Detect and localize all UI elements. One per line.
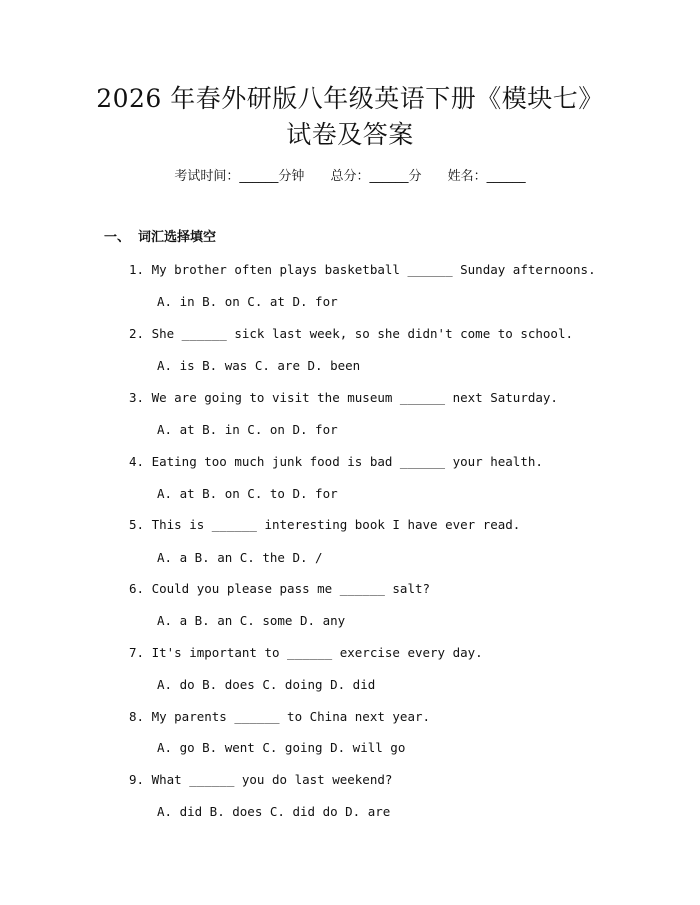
page-title-line-1: 2026 年春外研版八年级英语下册《模块七》 — [96, 84, 604, 113]
question-5-options: A. a B. an C. the D. / — [157, 550, 323, 565]
student-name-field: 姓名：______ — [447, 169, 526, 184]
question-4: 4. Eating too much junk food is bad ______ your health. — [129, 454, 543, 469]
section-heading — [104, 229, 216, 247]
question-9: 9. What ______ you do last weekend? — [129, 772, 393, 787]
question-1-options: A. in B. on C. at D. for — [157, 294, 338, 309]
question-9-options: A. did B. does C. did do D. are — [157, 804, 391, 819]
section-title: 词汇选择填空 — [138, 230, 217, 245]
question-4-options: A. at B. on C. to D. for — [157, 486, 338, 501]
question-6: 6. Could you please pass me ______ salt? — [129, 581, 431, 596]
page-title-line-2: 试卷及答案 — [286, 120, 414, 149]
section-number: 一、 — [104, 230, 131, 245]
question-3: 3. We are going to visit the museum ______ next Saturday. — [129, 390, 558, 405]
total-score-field: 总分：______分 — [330, 169, 422, 184]
question-7: 7. It's important to ______ exercise every day. — [129, 645, 483, 660]
question-5: 5. This is ______ interesting book I have ever read. — [129, 517, 521, 532]
question-7-options: A. do B. does C. doing D. did — [157, 677, 376, 692]
question-2-options: A. is B. was C. are D. been — [157, 358, 361, 373]
question-8-options: A. go B. went C. going D. will go — [157, 740, 406, 755]
exam-info-bar — [0, 168, 700, 186]
question-1: 1. My brother often plays basketball ______ Sunday afternoons. — [129, 262, 596, 277]
question-3-options: A. at B. in C. on D. for — [157, 422, 338, 437]
question-2: 2. She ______ sick last week, so she didn't come to school. — [129, 326, 574, 341]
exam-time-field: 考试时间：______分钟 — [174, 169, 305, 184]
question-6-options: A. a B. an C. some D. any — [157, 613, 346, 628]
question-8: 8. My parents ______ to China next year. — [129, 709, 431, 724]
